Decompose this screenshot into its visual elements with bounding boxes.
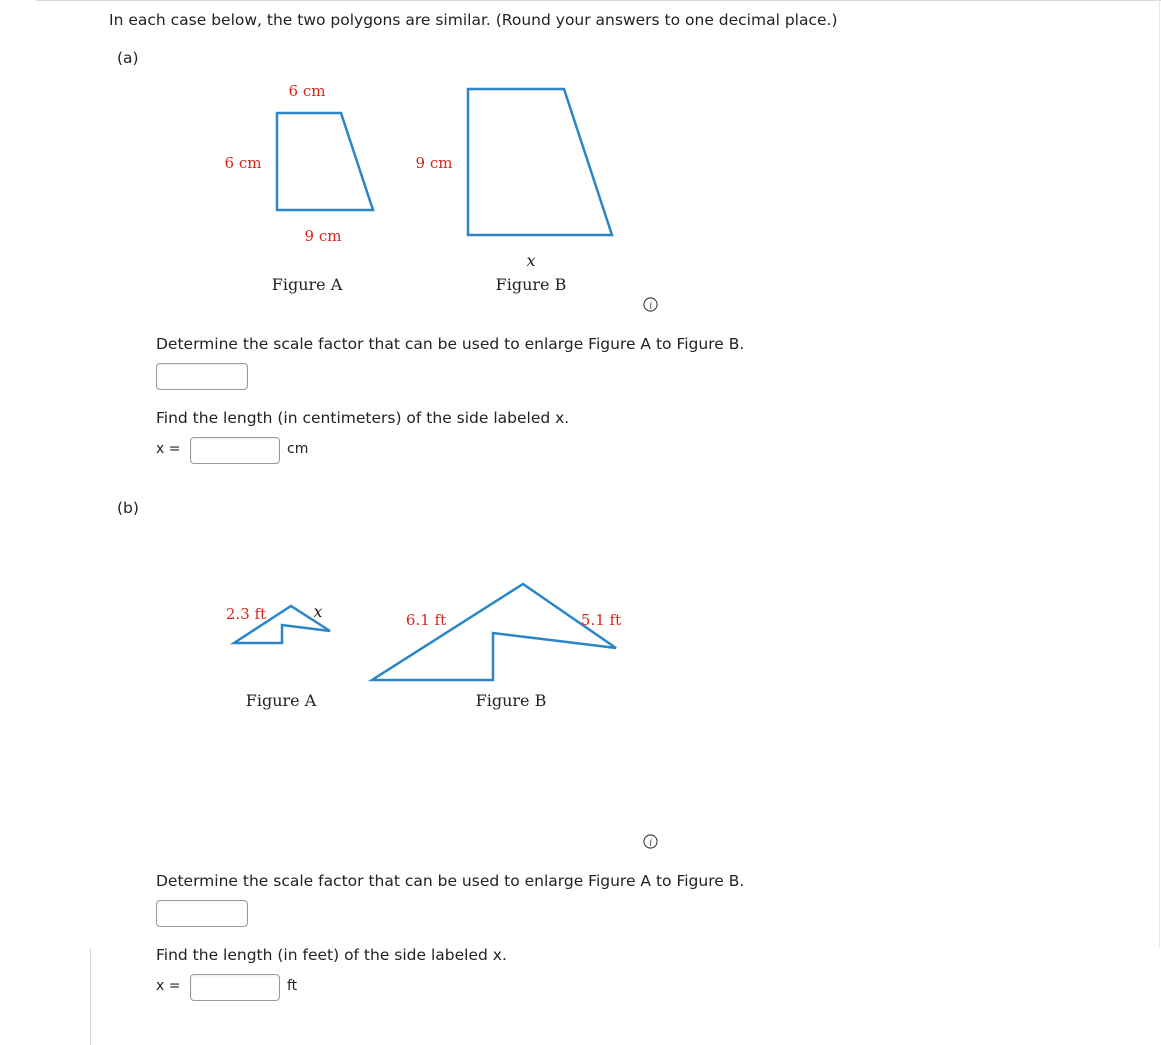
part-a-unit: cm	[287, 441, 309, 457]
frame-left-border	[90, 948, 91, 1045]
part-b-figure-a-caption: Figure A	[245, 691, 317, 710]
part-b-figure-b-left-label: 6.1 ft	[405, 611, 447, 629]
figure-b-large-polygon	[372, 584, 616, 680]
svg-text:i: i	[649, 837, 653, 849]
part-a-label: (a)	[117, 49, 139, 67]
info-circle-icon[interactable]	[643, 834, 658, 849]
svg-text:i: i	[649, 300, 653, 312]
part-b-x-label: x =	[156, 978, 181, 994]
part-a-length-question: Find the length (in centimeters) of the side labeled x.	[156, 409, 570, 427]
part-b-length-question: Find the length (in feet) of the side labeled x.	[156, 946, 507, 964]
part-b-x-input[interactable]	[190, 974, 280, 1001]
instructions: In each case below, the two polygons are similar. (Round your answers to one decimal place.)	[109, 11, 838, 29]
figure-b-left-label: 9 cm	[415, 154, 453, 172]
part-b-figure-b-right-label: 5.1 ft	[580, 611, 622, 629]
part-b-label: (b)	[117, 499, 139, 517]
part-b-figure-a-right-label: x	[313, 602, 323, 621]
figure-b-caption: Figure B	[495, 275, 567, 294]
part-a-x-label: x =	[156, 441, 181, 457]
part-b-scale-input[interactable]	[156, 900, 248, 927]
part-b-scale-question: Determine the scale factor that can be used to enlarge Figure A to Figure B.	[156, 872, 745, 890]
figure-b-bottom-label: x	[526, 251, 536, 270]
figure-a-caption: Figure A	[271, 275, 343, 294]
part-b-figure-a-left-label: 2.3 ft	[225, 605, 267, 623]
part-b-figure-b-caption: Figure B	[475, 691, 547, 710]
figure-a-left-label: 6 cm	[224, 154, 262, 172]
figure-a-top-label: 6 cm	[288, 82, 326, 100]
part-b-unit: ft	[287, 978, 298, 994]
part-a-scale-question: Determine the scale factor that can be used to enlarge Figure A to Figure B.	[156, 335, 745, 353]
figure-a-bottom-label: 9 cm	[304, 227, 342, 245]
